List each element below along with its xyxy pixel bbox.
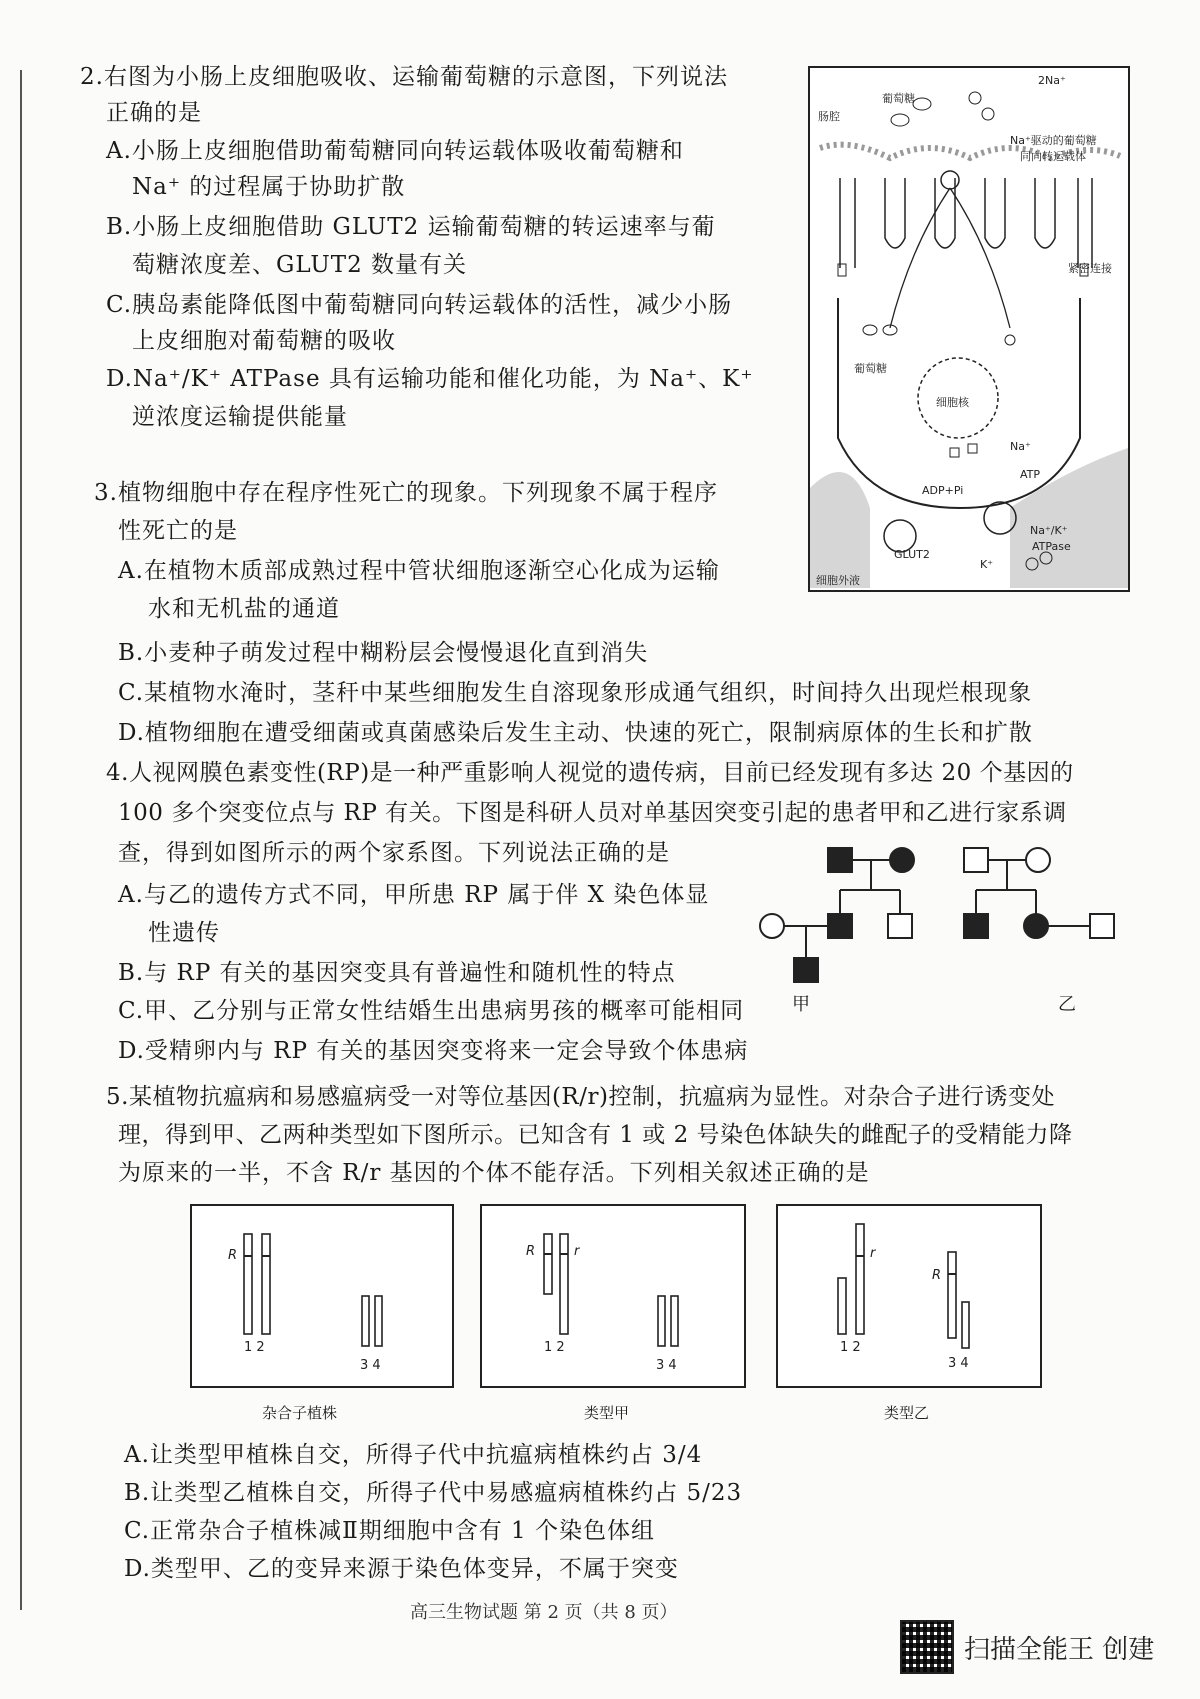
chromosome-12-label: 1 2 (544, 1340, 565, 1355)
q5-line: 为原来的一半，不含 R/r 基因的个体不能存活。下列相关叙述正确的是 (118, 1160, 870, 1186)
q2-option-a: A.小肠上皮细胞借助葡萄糖同向转运载体吸收葡萄糖和 (106, 138, 684, 164)
nucleus-label: 细胞核 (936, 396, 969, 409)
allele-r-label: r (574, 1244, 580, 1259)
allele-R-label: R (526, 1244, 536, 1259)
pedigree-yi-label: 乙 (1058, 994, 1076, 1015)
scanner-brand-text: 扫描全能王 创建 (964, 1634, 1155, 1665)
chromosome-12-label: 1 2 (840, 1340, 861, 1355)
q2-option-d: D.Na⁺/K⁺ ATPase 具有运输功能和催化功能，为 Na⁺、K⁺ (106, 366, 754, 392)
q5-option-c: C.正常杂合子植株减Ⅱ期细胞中含有 1 个染色体组 (124, 1518, 655, 1544)
q4-line: 100 多个突变位点与 RP 有关。下图是科研人员对单基因突变引起的患者甲和乙进行家系调 (118, 800, 1067, 826)
cotransporter-label: 同向转运载体 (1020, 150, 1086, 163)
binding-line (20, 70, 22, 1610)
q4-line: 性遗传 (148, 920, 220, 946)
page-footer: 高三生物试题 第 2 页（共 8 页） (410, 1602, 678, 1623)
chromosome-34-label: 3 4 (360, 1358, 381, 1373)
q4-line: 4.人视网膜色素变性(RP)是一种严重影响人视觉的遗传病，目前已经发现有多达 20 个基因的 (106, 760, 1074, 786)
panel-type-jia (480, 1204, 746, 1388)
pedigree-charts (750, 840, 1120, 1010)
q5-option-b: B.让类型乙植株自交，所得子代中易感瘟病植株约占 5/23 (124, 1480, 743, 1506)
na-in-label: Na⁺ (1010, 440, 1031, 453)
q2-option-b: B.小肠上皮细胞借助 GLUT2 运输葡萄糖的转运速率与葡 (106, 214, 716, 240)
ecf-label: 细胞外液 (816, 574, 860, 587)
q3-option-b: B.小麦种子萌发过程中糊粉层会慢慢退化直到消失 (118, 640, 649, 666)
panel-type-yi (776, 1204, 1042, 1388)
adp-label: ADP+Pi (922, 484, 964, 497)
q5-line: 5.某植物抗瘟病和易感瘟病受一对等位基因(R/r)控制，抗瘟病为显性。对杂合子进行诱变处 (106, 1084, 1055, 1110)
glut2-label: GLUT2 (894, 548, 930, 561)
tight-junction-label: 紧密连接 (1068, 262, 1112, 275)
q2-option-c: C.胰岛素能降低图中葡萄糖同向转运载体的活性，减少小肠 (106, 292, 733, 318)
q5-option-d: D.类型甲、乙的变异来源于染色体变异，不属于突变 (124, 1556, 679, 1582)
panel-caption: 类型甲 (584, 1404, 630, 1422)
cotransporter-label: Na⁺驱动的葡萄糖 (1010, 134, 1097, 147)
chromosome-34-label: 3 4 (948, 1356, 969, 1371)
q3-option-a: A.在植物木质部成熟过程中管状细胞逐渐空心化成为运输 (118, 558, 720, 584)
allele-r-label: r (870, 1246, 876, 1261)
panel-svg (482, 1206, 744, 1386)
q4-option-c: C.甲、乙分别与正常女性结婚生出患病男孩的概率可能相同 (118, 998, 745, 1024)
allele-R-label: R (932, 1268, 942, 1283)
panel-caption: 杂合子植株 (262, 1404, 338, 1422)
pedigree-yi (964, 848, 1114, 938)
q2-line: 逆浓度运输提供能量 (132, 404, 348, 430)
q4-option-b: B.与 RP 有关的基因突变具有普遍性和随机性的特点 (118, 960, 676, 986)
panel-heterozygote (190, 1204, 454, 1388)
chromosome-12-label: 1 2 (244, 1340, 265, 1355)
intestinal-cell-diagram (808, 66, 1130, 592)
qr-code-icon (900, 1620, 954, 1674)
k-label: K⁺ (980, 558, 994, 571)
allele-R-label: R (228, 1248, 238, 1263)
q4-option-d: D.受精卵内与 RP 有关的基因突变将来一定会导致个体患病 (118, 1038, 749, 1064)
q2-line: 萄糖浓度差、GLUT2 数量有关 (132, 252, 468, 278)
q3-line: 水和无机盐的通道 (148, 596, 340, 622)
q2-line: 正确的是 (106, 100, 202, 126)
pump-label: Na⁺/K⁺ (1030, 524, 1068, 537)
panel-svg (778, 1206, 1040, 1386)
panel-svg (192, 1206, 452, 1386)
scanner-watermark (900, 1620, 1154, 1674)
q3-option-c: C.某植物水淹时，茎秆中某些细胞发生自溶现象形成通气组织，时间持久出现烂根现象 (118, 680, 1033, 706)
lumen-label: 肠腔 (818, 110, 840, 123)
atp-label: ATP (1020, 468, 1041, 481)
pedigree-jia (760, 848, 914, 982)
pedigree-jia-label: 甲 (792, 994, 810, 1015)
q3-line: 性死亡的是 (118, 518, 238, 544)
glucose-in-label: 葡萄糖 (854, 362, 887, 375)
q5-option-a: A.让类型甲植株自交，所得子代中抗瘟病植株约占 3/4 (124, 1442, 703, 1468)
pump-label: ATPase (1032, 540, 1071, 553)
q2-line: 2.右图为小肠上皮细胞吸收、运输葡萄糖的示意图，下列说法 (80, 64, 728, 90)
q4-line: 查，得到如图所示的两个家系图。下列说法正确的是 (118, 840, 670, 866)
glucose-label: 葡萄糖 (882, 92, 915, 105)
q2-line: 上皮细胞对葡萄糖的吸收 (132, 328, 396, 354)
q4-option-a: A.与乙的遗传方式不同，甲所患 RP 属于伴 X 染色体显 (118, 882, 710, 908)
na-label: 2Na⁺ (1038, 74, 1066, 87)
q5-line: 理，得到甲、乙两种类型如下图所示。已知含有 1 或 2 号染色体缺失的雌配子的受精能力降 (118, 1122, 1073, 1148)
q3-line: 3.植物细胞中存在程序性死亡的现象。下列现象不属于程序 (94, 480, 718, 506)
chromosome-34-label: 3 4 (656, 1358, 677, 1373)
q2-line: Na⁺ 的过程属于协助扩散 (132, 174, 406, 200)
q3-option-d: D.植物细胞在遭受细菌或真菌感染后发生主动、快速的死亡，限制病原体的生长和扩散 (118, 720, 1033, 746)
panel-caption: 类型乙 (884, 1404, 930, 1422)
